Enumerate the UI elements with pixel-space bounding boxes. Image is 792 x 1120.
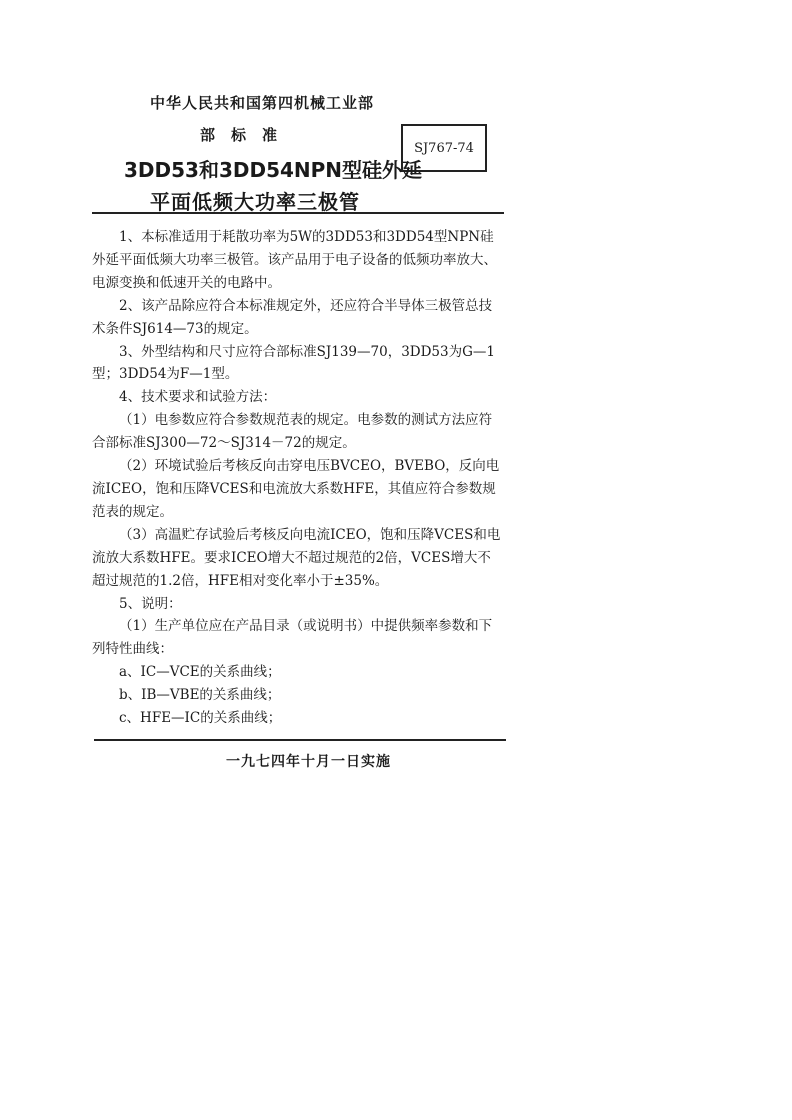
- curve-item-b: b、IB—VBE的关系曲线；: [119, 687, 281, 704]
- curve-item-a: a、IC—VCE的关系曲线；: [119, 664, 281, 681]
- paragraph-1: 1、本标准适用于耗散功率为5W的3DD53和3DD54型NPN硅外延平面低频大功率三极管。该产品用于电子设备的低频功率放大、电源变换和低速开关的电路中。: [92, 229, 497, 291]
- paragraph-4-2: （2）环境试验后考核反向击穿电压BVCEO，BVEBO，反向电流ICEO，饱和压降VCES和电流放大系数HFE，其值应符合参数规范表的规定。: [92, 458, 500, 520]
- paragraph-5-1: （1）生产单位应在产品目录（或说明书）中提供频率参数和下列特性曲线：: [92, 618, 493, 658]
- ministry-name: 中华人民共和国第四机械工业部: [150, 94, 375, 112]
- paragraph-3: 3、外型结构和尺寸应符合部标准SJ139—70，3DD53为G—1型；3DD54为F—1型。: [92, 343, 495, 383]
- standard-type: 部标准: [200, 126, 294, 144]
- paragraph-5: 5、说明：: [119, 595, 182, 612]
- top-divider: [92, 212, 504, 214]
- bottom-divider: [94, 739, 506, 741]
- paragraph-4-1: （1）电参数应符合参数规范表的规定。电参数的测试方法应符合部标准SJ300—72～SJ314－72的规定。: [92, 412, 493, 452]
- paragraph-2: 2、该产品除应符合本标准规定外，还应符合半导体三极管总技术条件SJ614—73的规定。: [92, 297, 493, 337]
- document-body: [92, 226, 504, 730]
- paragraph-4-3: （3）高温贮存试验后考核反向电流ICEO，饱和压降VCES和电流放大系数HFE。要求ICEO增大不超过规范的2倍，VCES增大不超过规范的1.2倍，HFE相对变化率小于±35%。: [92, 526, 501, 589]
- document-title-line1: 3DD53和3DD54NPN型硅外延: [124, 158, 423, 182]
- curve-item-c: c、HFE—IC的关系曲线；: [119, 710, 282, 727]
- standard-code: SJ767-74: [414, 140, 474, 156]
- document-title-line2: 平面低频大功率三极管: [150, 190, 360, 214]
- effective-date: 一九七四年十月一日实施: [226, 754, 391, 770]
- paragraph-4: 4、技术要求和试验方法：: [119, 389, 277, 406]
